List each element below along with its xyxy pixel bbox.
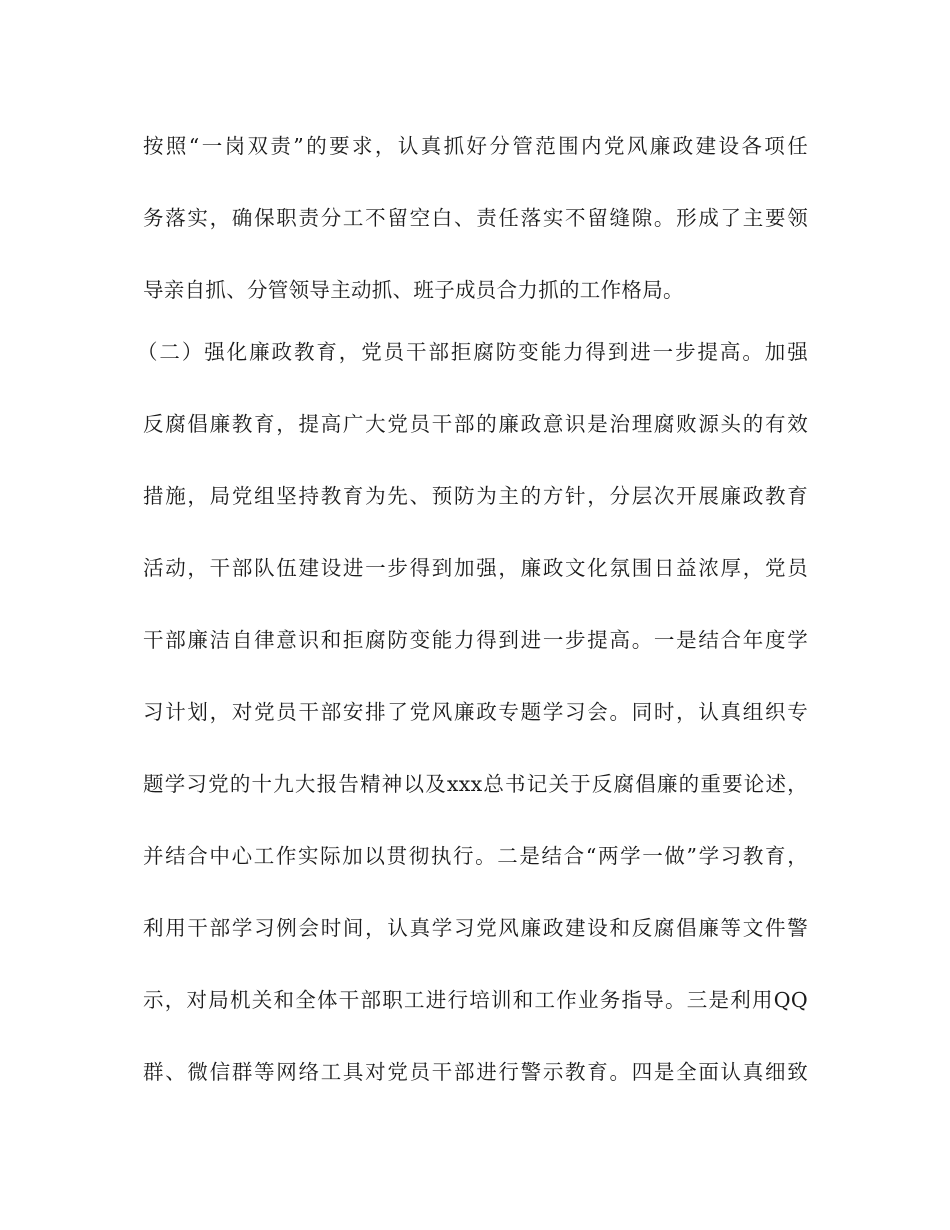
section-heading-line: （二）强化廉政教育，党员干部拒腐防变能力得到进一步提高。加强 [137,340,808,364]
text-line: 活动，干部队伍建设进一步得到加强，廉政文化氛围日益浓厚，党员 [143,556,808,580]
text-line: 并结合中心工作实际加以贯彻执行。二是结合“两学一做”学习教育， [143,844,808,868]
text-line: 群、微信群等网络工具对党员干部进行警示教育。四是全面认真细致 [143,1060,808,1084]
text-line: 措施，局党组坚持教育为先、预防为主的方针，分层次开展廉政教育 [143,484,808,508]
text-line: 习计划，对党员干部安排了党风廉政专题学习会。同时，认真组织专 [143,700,808,724]
text-line: 按照“一岗双责”的要求，认真抓好分管范围内党风廉政建设各项任 [143,134,808,158]
text-line: 利用干部学习例会时间，认真学习党风廉政建设和反腐倡廉等文件警 [143,916,808,940]
text-line: 干部廉洁自律意识和拒腐防变能力得到进一步提高。一是结合年度学 [143,628,808,652]
text-line: 反腐倡廉教育，提高广大党员干部的廉政意识是治理腐败源头的有效 [143,412,808,436]
text-line: 务落实，确保职责分工不留空白、责任落实不留缝隙。形成了主要领 [143,206,808,230]
text-line: 导亲自抓、分管领导主动抓、班子成员合力抓的工作格局。 [143,278,684,302]
text-line: 题学习党的十九大报告精神以及xxx总书记关于反腐倡廉的重要论述， [143,772,808,796]
text-line: 示，对局机关和全体干部职工进行培训和工作业务指导。三是利用QQ [143,988,808,1012]
